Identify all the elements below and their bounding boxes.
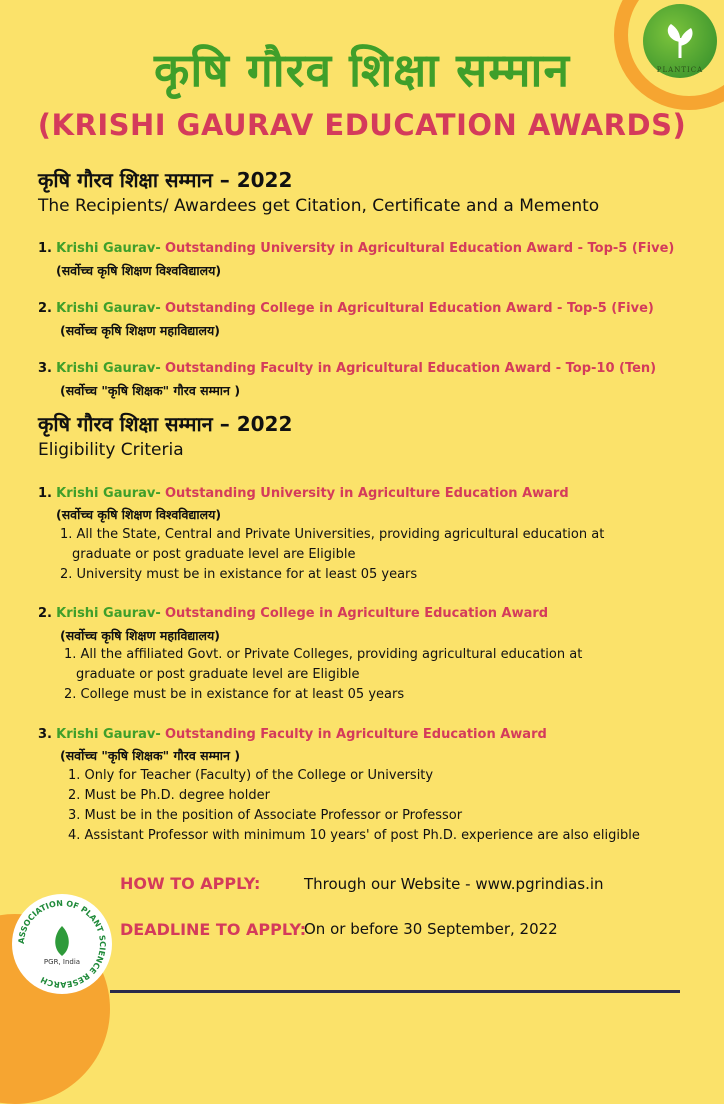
deadline-label: DEADLINE TO APPLY:	[120, 920, 307, 939]
eligibility-2-criterion: 1. All the affiliated Govt. or Private Colleges, providing agricultural education at	[64, 647, 583, 662]
recipient-item-3: 3. Krishi Gaurav- Outstanding Faculty in Agricultural Education Award - Top-10 (Ten)	[38, 361, 657, 376]
bottom-divider	[110, 990, 680, 993]
how-to-apply-label: HOW TO APPLY:	[120, 874, 261, 893]
eligibility-3-criterion: 1. Only for Teacher (Faculty) of the College or University	[68, 768, 434, 783]
eligibility-2-criterion: 2. College must be in existance for at least 05 years	[64, 687, 405, 702]
eligibility-item-3: 3. Krishi Gaurav- Outstanding Faculty in Agriculture Education Award	[38, 727, 547, 742]
recipients-heading: कृषि गौरव शिक्षा सम्मान – 2022	[38, 168, 293, 192]
eligibility-item-1: 1. Krishi Gaurav- Outstanding University in Agriculture Education Award	[38, 486, 569, 501]
pgr-india-label: PGR, India	[43, 958, 81, 966]
eligibility-heading: कृषि गौरव शिक्षा सम्मान – 2022	[38, 412, 293, 436]
eligibility-2-criterion: graduate or post graduate level are Eligible	[76, 667, 360, 682]
eligibility-1-criterion: 1. All the State, Central and Private Universities, providing agricultural education at	[60, 527, 605, 542]
plantica-logo-text: PLANTICA	[656, 66, 704, 74]
eligibility-1-criterion: graduate or post graduate level are Eligible	[72, 547, 356, 562]
logo-ring-text: ASSOCIATION OF PLANT SCIENCE RESEARCH	[16, 898, 108, 990]
eligibility-subheading: Eligibility Criteria	[38, 440, 184, 460]
how-to-apply-value[interactable]: Through our Website - www.pgrindias.in	[304, 875, 604, 893]
recipient-item-2: 2. Krishi Gaurav- Outstanding College in Agricultural Education Award - Top-5 (Five)	[38, 301, 654, 316]
title-hindi: कृषि गौरव शिक्षा सम्मान	[154, 43, 570, 97]
eligibility-item-2-hindi: (सर्वोच्च कृषि शिक्षण महाविद्यालय)	[60, 628, 220, 643]
title-english: (KRISHI GAURAV EDUCATION AWARDS)	[37, 108, 687, 142]
deadline-value: On or before 30 September, 2022	[304, 920, 558, 938]
leaf-icon	[55, 926, 69, 956]
recipients-subheading: The Recipients/ Awardees get Citation, Certificate and a Memento	[38, 196, 600, 216]
pgr-india-logo	[12, 894, 112, 994]
eligibility-3-criterion: 4. Assistant Professor with minimum 10 years' of post Ph.D. experience are also eligible	[68, 828, 640, 843]
eligibility-item-1-hindi: (सर्वोच्च कृषि शिक्षण विश्वविद्यालय)	[56, 507, 222, 522]
eligibility-3-criterion: 3. Must be in the position of Associate Professor or Professor	[68, 808, 463, 823]
eligibility-1-criterion: 2. University must be in existance for at least 05 years	[60, 567, 418, 582]
recipient-item-2-hindi: (सर्वोच्च कृषि शिक्षण महाविद्यालय)	[60, 323, 220, 338]
eligibility-item-3-hindi: (सर्वोच्च "कृषि शिक्षक" गौरव सम्मान )	[60, 748, 241, 763]
recipient-item-3-hindi: (सर्वोच्च "कृषि शिक्षक" गौरव सम्मान )	[60, 383, 241, 398]
recipient-item-1-hindi: (सर्वोच्च कृषि शिक्षण विश्वविद्यालय)	[56, 263, 222, 278]
eligibility-3-criterion: 2. Must be Ph.D. degree holder	[68, 788, 270, 803]
eligibility-item-2: 2. Krishi Gaurav- Outstanding College in Agriculture Education Award	[38, 606, 549, 621]
recipient-item-1: 1. Krishi Gaurav- Outstanding University in Agricultural Education Award - Top-5 (Five)	[38, 241, 675, 256]
